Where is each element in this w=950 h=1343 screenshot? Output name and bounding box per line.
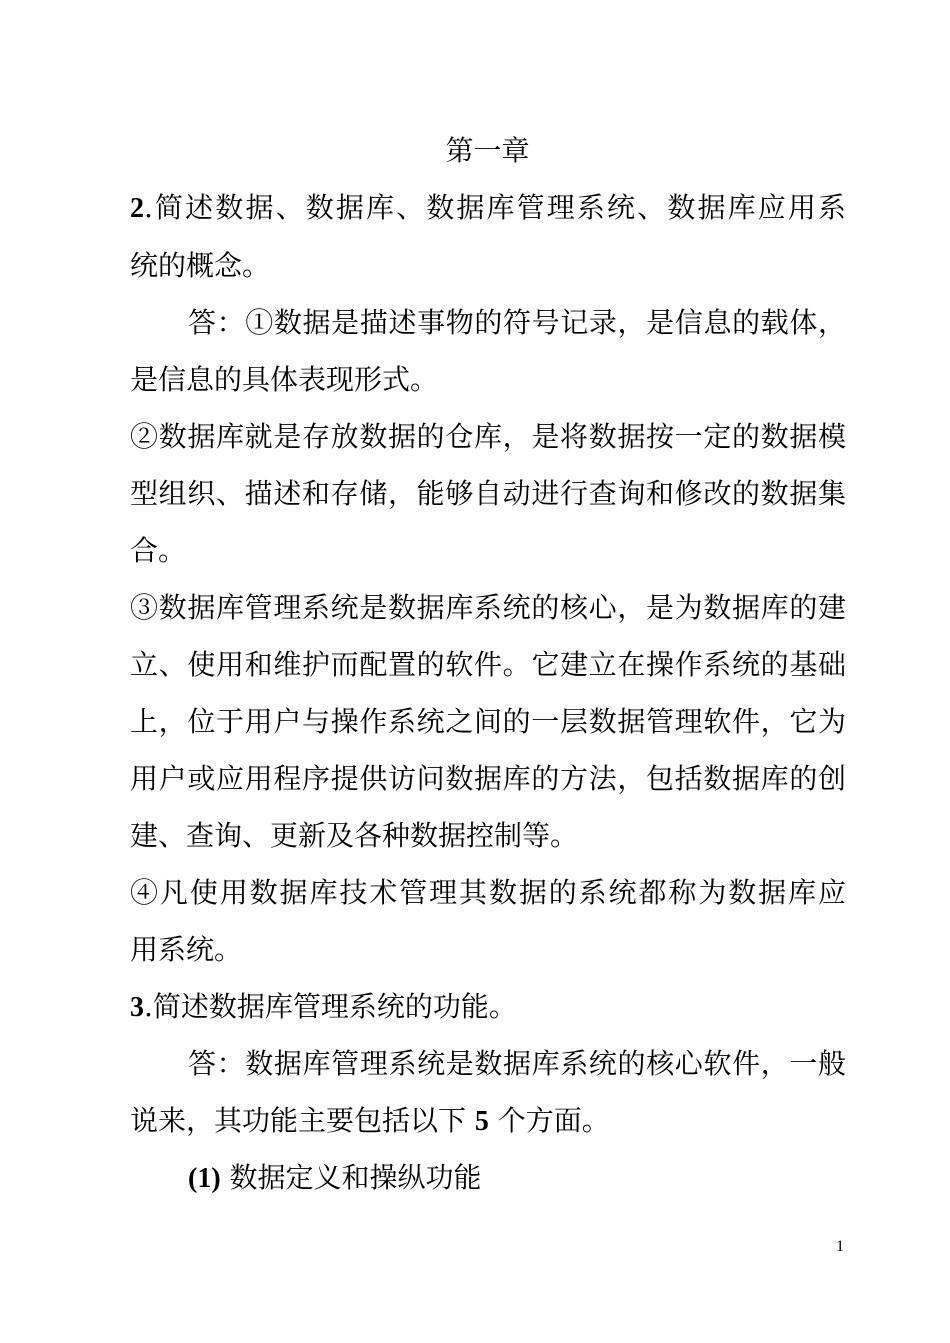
function-item-1-text: 数据定义和操纵功能 — [220, 1161, 482, 1194]
answer-2-p3-line-5: 建、查询、更新及各种数据控制等。 — [130, 819, 579, 852]
answer-3-line-2-end: 个方面。 — [488, 1104, 610, 1137]
question-3-number: 3 — [130, 992, 144, 1023]
answer-2-p3-line-4: 用户或应用程序提供访问数据库的方法，包括数据库的创 — [130, 762, 846, 795]
answer-2-p2-line-3: 合。 — [130, 534, 187, 567]
answer-2-p2-line-2: 型组织、描述和存储，能够自动进行查询和修改的数据集 — [130, 477, 846, 510]
answer-2-p1-line-2: 是信息的具体表现形式。 — [130, 363, 439, 396]
answer-2-p3-line-1: ③数据库管理系统是数据库系统的核心，是为数据库的建 — [130, 591, 846, 624]
question-2-number: 2 — [130, 193, 144, 224]
answer-3-line-1: 答：数据库管理系统是数据库系统的核心软件，一般 — [188, 1047, 846, 1080]
question-3-line-1 — [130, 987, 846, 1028]
page-number: 1 — [836, 1238, 844, 1255]
answer-3-count: 5 — [474, 1106, 489, 1137]
answer-2-p4-line-2: 用系统。 — [130, 933, 243, 966]
answer-3-line-2 — [130, 1101, 846, 1142]
chapter-title: 第一章 — [445, 134, 530, 167]
answer-2-p1-line-1: 答：①数据是描述事物的符号记录，是信息的载体， — [188, 306, 846, 339]
answer-2-p2-line-1: ②数据库就是存放数据的仓库，是将数据按一定的数据模 — [130, 420, 846, 453]
question-3-text: .简述数据库管理系统的功能。 — [144, 990, 517, 1023]
function-item-1-number: (1) — [188, 1163, 221, 1194]
answer-3-line-2-text: 说来，其功能主要包括以下 — [130, 1104, 475, 1137]
answer-2-p4-line-1: ④凡使用数据库技术管理其数据的系统都称为数据库应 — [130, 876, 846, 909]
answer-2-p3-line-3: 上，位于用户与操作系统之间的一层数据管理软件，它为 — [130, 705, 846, 738]
answer-2-p3-line-2: 立、使用和维护而配置的软件。它建立在操作系统的基础 — [130, 648, 846, 681]
question-2-line-1 — [130, 188, 846, 229]
function-item-1 — [188, 1158, 846, 1199]
question-2-line-2: 统的概念。 — [130, 249, 271, 282]
question-2-text: .简述数据、数据库、数据库管理系统、数据库应用系 — [144, 191, 846, 224]
